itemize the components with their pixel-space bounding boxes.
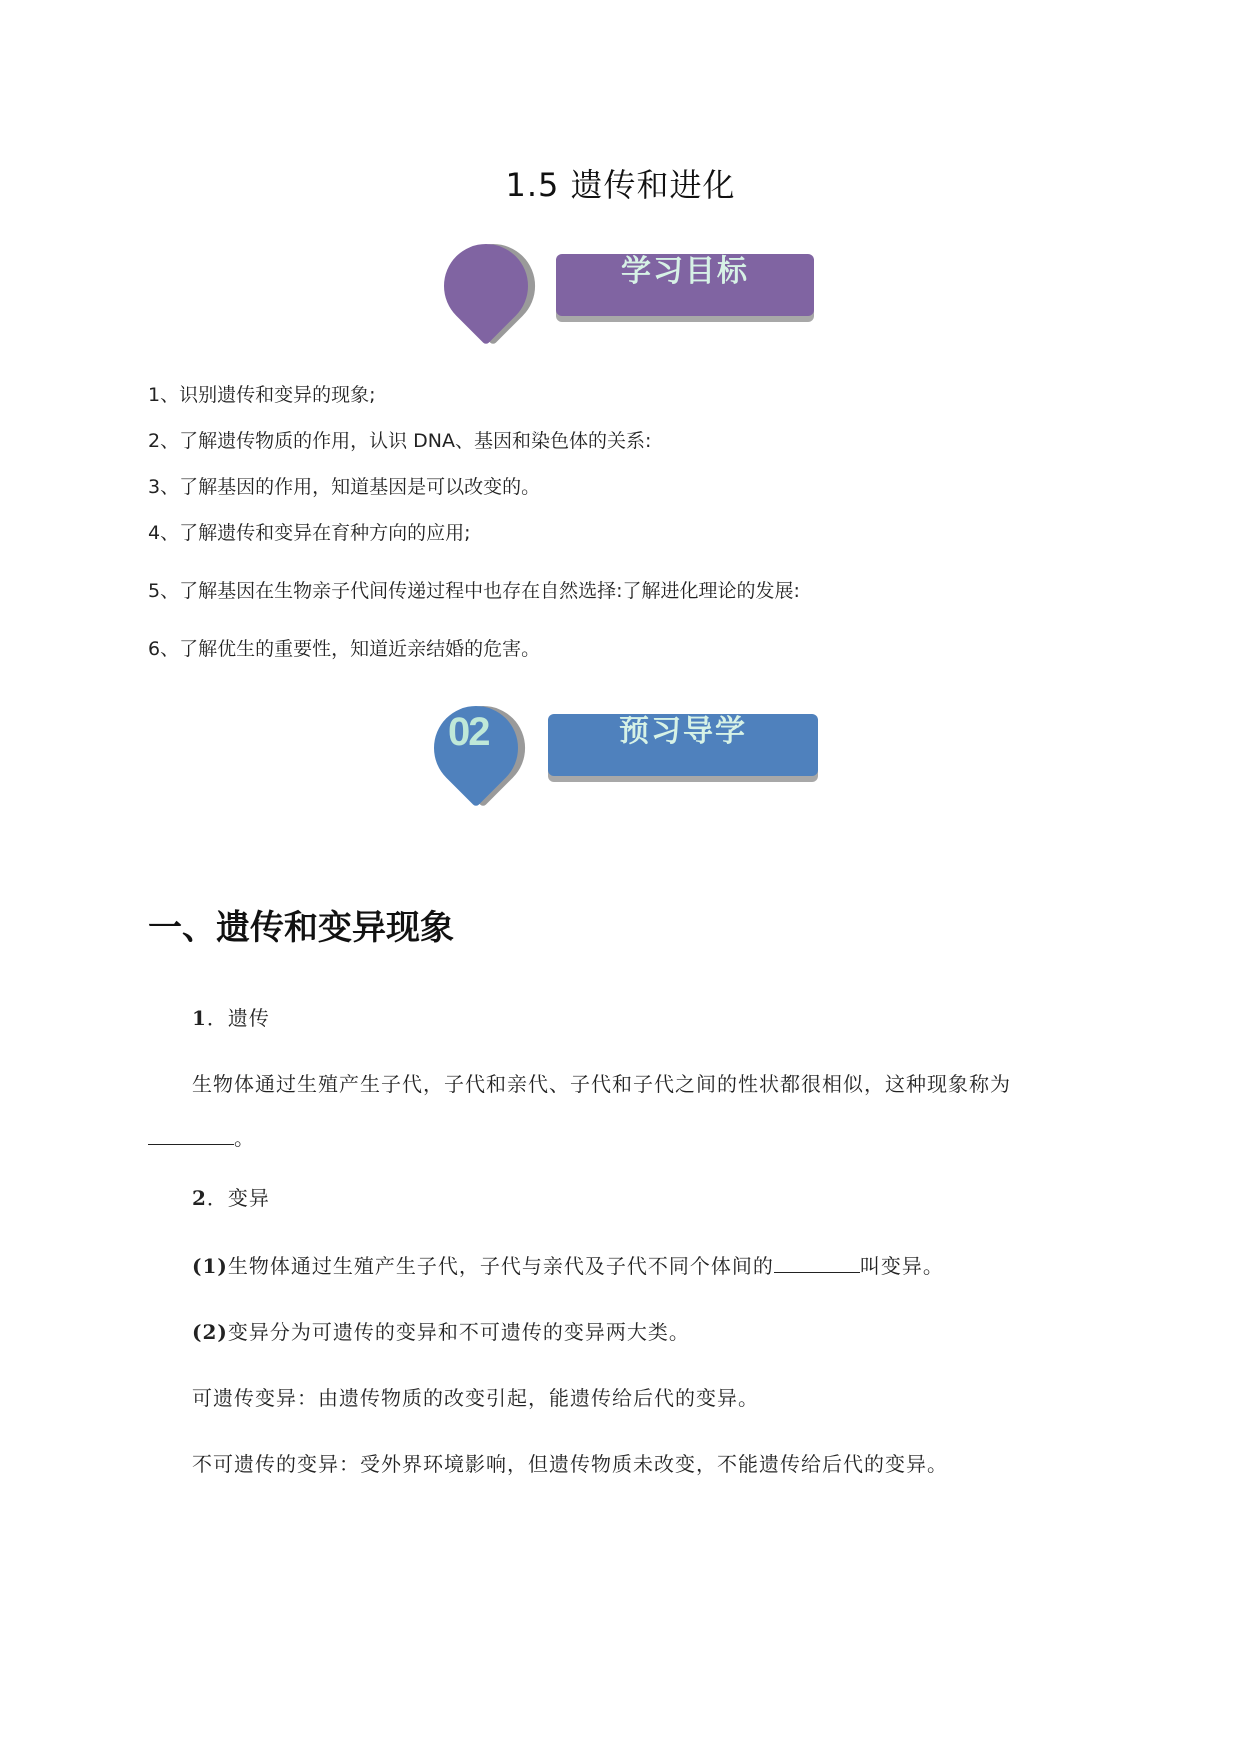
section-badge-objectives	[440, 236, 840, 346]
badge-label: 预习导学	[548, 714, 818, 776]
sub-number: (2)	[192, 1320, 228, 1344]
paragraph-text: 生物体通过生殖产生子代，子代和亲代、子代和子代之间的性状都很相似，这种现象称为	[192, 1072, 1011, 1096]
badge-shape	[427, 227, 546, 346]
objective-item: 6、了解优生的重要性，知道近亲结婚的危害。	[148, 638, 541, 660]
objective-item: 3、了解基因的作用，知道基因是可以改变的。	[148, 476, 541, 498]
paragraph-heritable: 可遗传变异：由遗传物质的改变引起，能遗传给后代的变异。	[192, 1386, 759, 1410]
sub-number: (1)	[192, 1254, 228, 1278]
item-number: 1	[192, 1006, 207, 1030]
fill-blank[interactable]	[774, 1254, 860, 1273]
fill-blank[interactable]	[148, 1126, 234, 1145]
fill-blank-line	[148, 1122, 255, 1151]
section-heading: 一、遗传和变异现象	[148, 908, 454, 948]
item-number: 2	[192, 1186, 207, 1210]
objective-item: 2、了解遗传物质的作用，认识 DNA、基因和染色体的关系:	[148, 430, 652, 452]
page-title: 1.5 遗传和进化	[505, 166, 736, 204]
paragraph-text: 叫变异。	[859, 1254, 944, 1278]
item-title: 遗传	[227, 1006, 270, 1030]
paragraph-variation-2	[192, 1316, 690, 1345]
section-badge-preview	[434, 700, 834, 810]
item-title: 变异	[227, 1186, 270, 1210]
paragraph-text: 变异分为可遗传的变异和不可遗传的变异两大类。	[227, 1320, 690, 1344]
paragraph-nonheritable: 不可遗传的变异：受外界环境影响，但遗传物质未改变，不能遗传给后代的变异。	[192, 1452, 948, 1476]
paragraph-heredity	[192, 1068, 1092, 1097]
badge-label: 学习目标	[556, 254, 814, 316]
item-heading-1: 1．遗传	[192, 1006, 270, 1030]
paragraph-variation-1	[192, 1250, 944, 1279]
item-heading-2: 2．变异	[192, 1186, 270, 1210]
objective-item: 5、了解基因在生物亲子代间传递过程中也存在自然选择:了解进化理论的发展:	[148, 580, 800, 602]
objective-item: 4、了解遗传和变异在育种方向的应用;	[148, 522, 471, 544]
badge-number: 02	[448, 710, 489, 754]
paragraph-text: 。	[234, 1126, 255, 1150]
objective-item: 1、识别遗传和变异的现象;	[148, 384, 376, 406]
paragraph-text: 生物体通过生殖产生子代，子代与亲代及子代不同个体间的	[227, 1254, 774, 1278]
